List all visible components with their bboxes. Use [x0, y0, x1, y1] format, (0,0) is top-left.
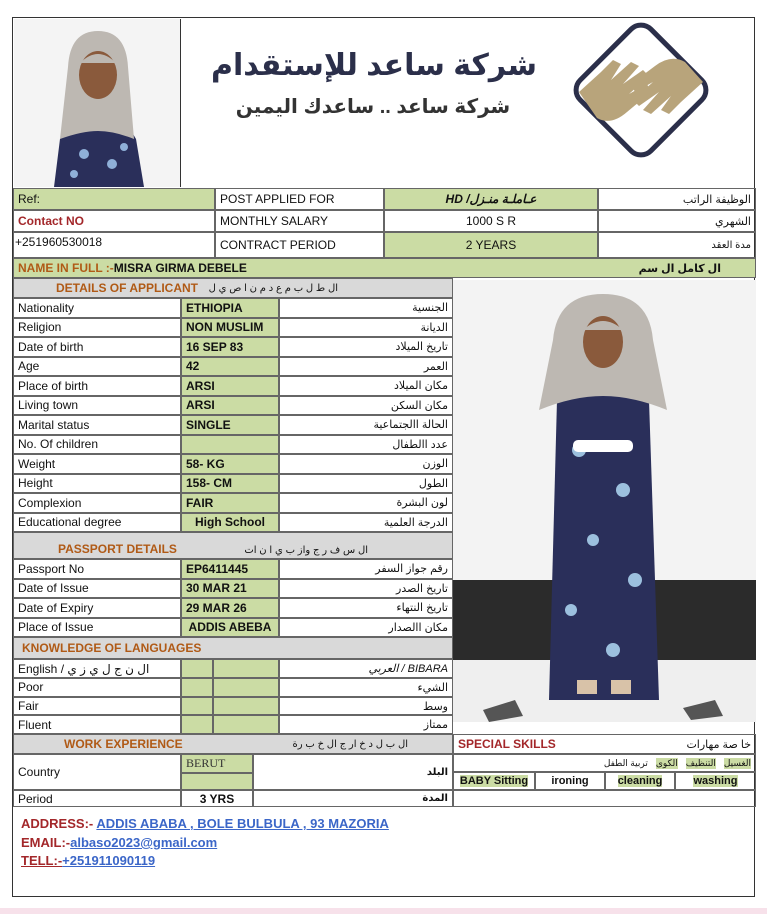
- language-arabic-label: [279, 659, 453, 678]
- language-level-col1: [181, 678, 213, 697]
- applicant-row-arabic: تاريخ الميلاد: [279, 337, 453, 357]
- language-level-arabic: وسط: [279, 697, 453, 716]
- skill-arabic-cleaning: التنظيف: [685, 757, 716, 768]
- languages-section-header: [13, 637, 453, 659]
- work-period-arabic: المدة: [253, 790, 453, 807]
- passport-section-header: [13, 532, 453, 559]
- language-level-col1: [181, 697, 213, 716]
- full-name-value: MISRA GIRMA DEBELE: [113, 261, 247, 275]
- skill-label: washing: [693, 775, 738, 787]
- monthly-salary-label: MONTHLY SALARY: [215, 210, 384, 232]
- applicant-row-value: 42: [181, 357, 279, 377]
- applicant-row-label: Place of birth: [13, 376, 181, 396]
- language-english-col2: [213, 659, 279, 678]
- skill-arabic-babysitting: تربية الطفل: [603, 757, 648, 768]
- applicant-row-arabic: العمر: [279, 357, 453, 377]
- applicant-section-header: [13, 278, 453, 298]
- applicant-row-arabic: الوزن: [279, 454, 453, 474]
- skill-label: ironing: [551, 775, 589, 787]
- applicant-full-body-photo: [453, 280, 756, 722]
- post-applied-value-text: عـاملـة منـزل/ HD: [445, 192, 537, 206]
- applicant-row-label: Educational degree: [13, 513, 181, 533]
- passport-row-value: EP6411445: [181, 559, 279, 579]
- language-level-col2: [213, 678, 279, 697]
- passport-row-value: ADDIS ABEBA: [181, 618, 279, 638]
- applicant-row-label: Religion: [13, 318, 181, 338]
- applicant-portrait-photo: [14, 19, 181, 187]
- passport-section-title-arabic: ال س ف ر ج واز ب ي ا ن ات: [244, 545, 368, 556]
- applicant-row-label: Complexion: [13, 493, 181, 513]
- email-line: [21, 835, 217, 850]
- contact-value: +251960530018: [13, 232, 215, 258]
- applicant-row-label: Weight: [13, 454, 181, 474]
- skill-cell: [535, 772, 605, 790]
- skill-cell: [453, 772, 535, 790]
- applicant-row-value: FAIR: [181, 493, 279, 513]
- address-value: ADDIS ABABA , BOLE BULBULA , 93 MAZORIA: [96, 816, 389, 831]
- applicant-row-value: NON MUSLIM: [181, 318, 279, 338]
- skill-arabic-ironing: الكوى: [655, 757, 678, 768]
- company-slogan-arabic: شركة ساعد .. ساعدك اليمين: [235, 96, 511, 118]
- applicant-row-label: Date of birth: [13, 337, 181, 357]
- company-name-arabic: شركة ساعد للإستقدام: [210, 49, 538, 82]
- language-arabic-text: BIBARA / العربي: [368, 663, 448, 675]
- passport-row-arabic: تاريخ النتهاء: [279, 598, 453, 618]
- full-name-label: NAME IN FULL :-: [18, 261, 114, 275]
- skills-section-title-arabic: خا صة مهارات: [686, 738, 751, 751]
- cv-sheet: [12, 17, 755, 897]
- language-english-col1: [181, 659, 213, 678]
- skill-label: BABY Sitting: [459, 775, 529, 787]
- ref-label: Ref:: [13, 188, 215, 210]
- full-name-arabic: ال كامل ال سم: [638, 262, 721, 275]
- skills-empty-row: [453, 790, 756, 807]
- contract-period-arabic: مدة العقد: [598, 232, 756, 258]
- applicant-row-label: Nationality: [13, 298, 181, 318]
- passport-row-label: Place of Issue: [13, 618, 181, 638]
- passport-row-value: 30 MAR 21: [181, 579, 279, 599]
- applicant-row-label: Height: [13, 474, 181, 494]
- passport-row-value: 29 MAR 26: [181, 598, 279, 618]
- language-level-arabic: الشيء: [279, 678, 453, 697]
- applicant-row-arabic: الدرجة العلمية: [279, 513, 453, 533]
- contract-period-value: 2 YEARS: [384, 232, 598, 258]
- work-country-value: BERUT: [181, 754, 253, 773]
- work-country-value-extra: [181, 773, 253, 790]
- monthly-salary-value: 1000 S R: [384, 210, 598, 232]
- language-level-col2: [213, 697, 279, 716]
- language-level-label: Fair: [13, 697, 181, 716]
- skills-section-header: [453, 734, 756, 754]
- applicant-row-value: [181, 435, 279, 455]
- applicant-row-value: 58- KG: [181, 454, 279, 474]
- company-logo: [561, 22, 721, 168]
- applicant-row-arabic: الطول: [279, 474, 453, 494]
- applicant-row-value: ARSI: [181, 376, 279, 396]
- applicant-row-arabic: مكان الميلاد: [279, 376, 453, 396]
- skills-arabic-row: [453, 754, 756, 772]
- post-applied-label: POST APPLIED FOR: [215, 188, 384, 210]
- full-name-row: [13, 258, 756, 278]
- contact-label: Contact NO: [13, 210, 215, 232]
- work-country-label: Country: [13, 754, 181, 790]
- skills-section-title: SPECIAL SKILLS: [458, 737, 556, 751]
- language-level-arabic: ممتاز: [279, 715, 453, 734]
- work-period-label: Period: [13, 790, 181, 807]
- contract-period-label: CONTRACT PERIOD: [215, 232, 384, 258]
- applicant-row-value: High School: [181, 513, 279, 533]
- applicant-row-value: 158- CM: [181, 474, 279, 494]
- email-label: EMAIL:-: [21, 835, 71, 850]
- language-level-col2: [213, 715, 279, 734]
- work-section-title-arabic: ال ب ل د خ ار ج ال خ ب رة: [292, 738, 408, 750]
- applicant-section-title: DETAILS OF APPLICANT: [56, 281, 198, 295]
- language-level-col1: [181, 715, 213, 734]
- applicant-row-value: ETHIOPIA: [181, 298, 279, 318]
- applicant-row-value: SINGLE: [181, 415, 279, 435]
- skill-label: cleaning: [617, 775, 663, 787]
- monthly-salary-arabic: الشهري: [598, 210, 756, 232]
- passport-section-title: PASSPORT DETAILS: [58, 542, 177, 556]
- address-line: [21, 816, 389, 831]
- applicant-row-arabic: الجنسية: [279, 298, 453, 318]
- applicant-section-title-arabic: ال ط ل ب م ع د م ن ا ص ي ل: [208, 282, 338, 294]
- work-section-header: [13, 734, 453, 754]
- tel-line: [21, 853, 155, 868]
- applicant-row-arabic: الحالة االجتماعية: [279, 415, 453, 435]
- helping-hands-logo-icon: [561, 22, 721, 168]
- post-applied-arabic: الوظيفة الراتب: [598, 188, 756, 210]
- languages-section-title: KNOWLEDGE OF LANGUAGES: [22, 641, 202, 655]
- applicant-row-arabic: الديانة: [279, 318, 453, 338]
- tel-label: TELL:-: [21, 853, 63, 868]
- tel-value[interactable]: +251911090119: [62, 853, 156, 868]
- full-name-text: [18, 261, 247, 275]
- applicant-row-value: 16 SEP 83: [181, 337, 279, 357]
- email-value[interactable]: albaso2023@gmail.com: [70, 835, 218, 850]
- full-body-illustration-icon: [453, 280, 756, 722]
- work-period-value: 3 YRS: [181, 790, 253, 807]
- portrait-illustration-icon: [14, 19, 181, 187]
- bottom-decoration: [0, 908, 767, 914]
- applicant-row-label: Living town: [13, 396, 181, 416]
- applicant-row-label: Age: [13, 357, 181, 377]
- passport-row-arabic: تاريخ الصدر: [279, 579, 453, 599]
- applicant-row-label: No. Of children: [13, 435, 181, 455]
- skill-arabic-washing: الغسيل: [723, 757, 751, 768]
- passport-row-arabic: مكان االصدار: [279, 618, 453, 638]
- language-level-label: Fluent: [13, 715, 181, 734]
- language-english-label: English / ال ن ج ل ي ز ي: [13, 659, 181, 678]
- post-applied-value: [384, 188, 598, 210]
- passport-row-label: Date of Expiry: [13, 598, 181, 618]
- skill-cell: [675, 772, 756, 790]
- applicant-row-arabic: عدد االطفال: [279, 435, 453, 455]
- applicant-row-value: ARSI: [181, 396, 279, 416]
- work-section-title: WORK EXPERIENCE: [64, 737, 183, 751]
- language-level-label: Poor: [13, 678, 181, 697]
- work-country-arabic: البلد: [253, 754, 453, 790]
- applicant-row-arabic: لون البشرة: [279, 493, 453, 513]
- address-label: ADDRESS:-: [21, 816, 94, 831]
- passport-row-label: Date of Issue: [13, 579, 181, 599]
- passport-row-arabic: رقم جواز السفر: [279, 559, 453, 579]
- passport-row-label: Passport No: [13, 559, 181, 579]
- applicant-row-label: Marital status: [13, 415, 181, 435]
- applicant-row-arabic: مكان السكن: [279, 396, 453, 416]
- skill-cell: [605, 772, 675, 790]
